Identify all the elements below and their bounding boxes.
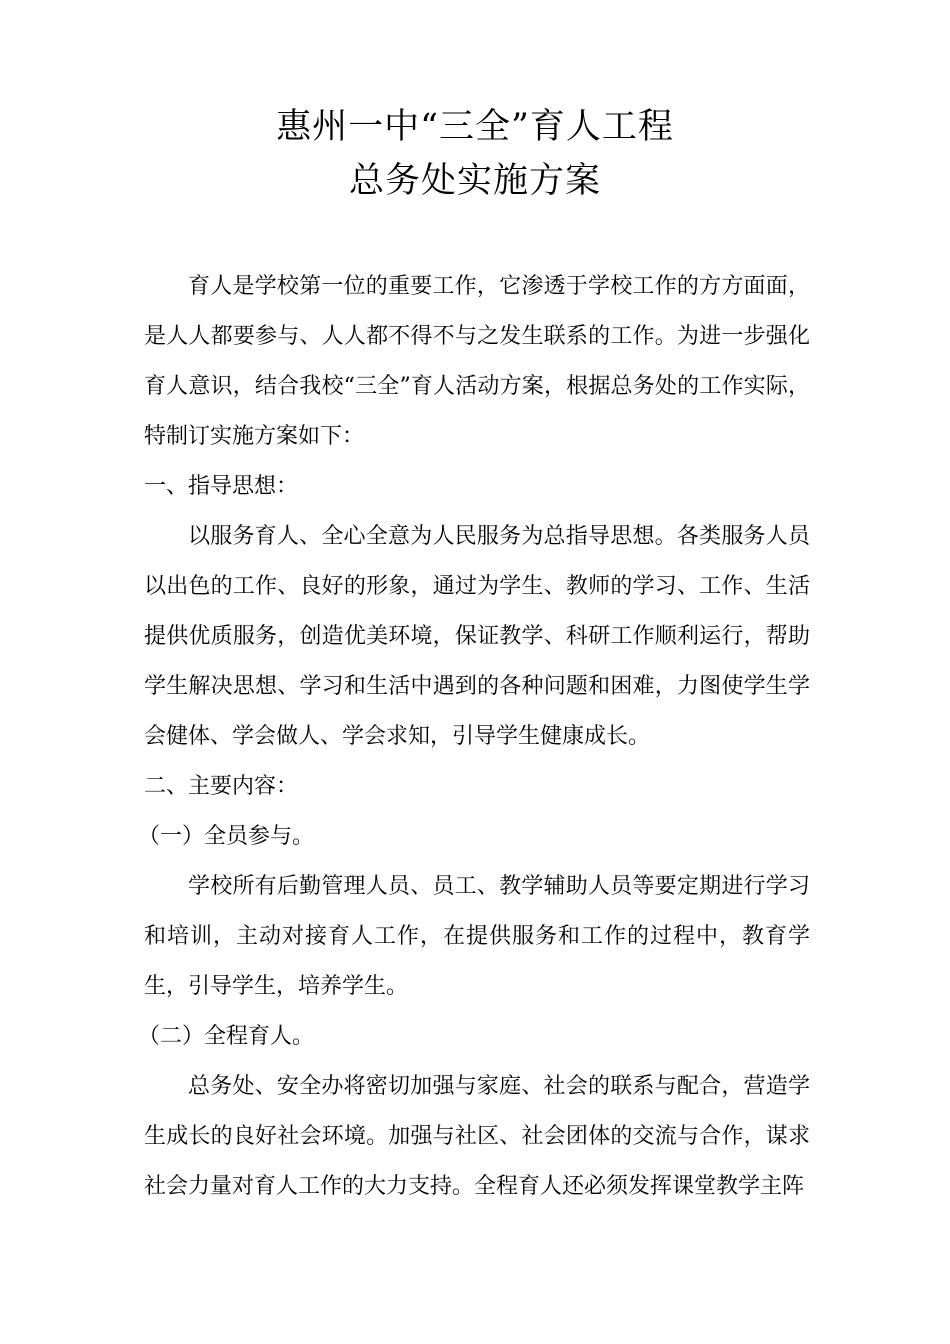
subsection-heading-full-participation: （一）全员参与。	[138, 824, 315, 849]
section-heading-guiding-thought: 一、指导思想：	[144, 474, 299, 499]
intro-paragraph: 育人是学校第一位的重要工作，它渗透于学校工作的方方面面，是人人都要参与、人人都不得不与之发生联系的工作。为进一步强化育人意识，结合我校“三全”育人活动方案，根据总务处的工作实际，特制订实施方案如下：	[144, 274, 810, 449]
subsection-heading-whole-process: （二）全程育人。	[138, 1024, 315, 1049]
whole-process-paragraph: 总务处、安全办将密切加强与家庭、社会的联系与配合，营造学生成长的良好社会环境。加强与社区、社会团体的交流与合作，谋求社会力量对育人工作的大力支持。全程育人还必须发挥课堂教学主阵	[144, 1074, 810, 1199]
title-line-1: 惠州一中“三全”育人工程	[276, 107, 674, 147]
document-body	[138, 262, 810, 1212]
document-title	[0, 100, 950, 208]
section-heading-main-content: 二、主要内容：	[144, 774, 299, 799]
guiding-thought-paragraph: 以服务育人、全心全意为人民服务为总指导思想。各类服务人员以出色的工作、良好的形象，通过为学生、教师的学习、工作、生活提供优质服务，创造优美环境，保证教学、科研工作顺利运行，帮助学生解决思想、学习和生活中遇到的各种问题和困难，力图使学生学会健体、学会做人、学会求知，引导学生健康成长。	[144, 524, 810, 749]
full-participation-paragraph: 学校所有后勤管理人员、员工、教学辅助人员等要定期进行学习和培训，主动对接育人工作，在提供服务和工作的过程中，教育学生，引导学生，培养学生。	[144, 874, 810, 999]
title-line-2: 总务处实施方案	[348, 161, 601, 201]
